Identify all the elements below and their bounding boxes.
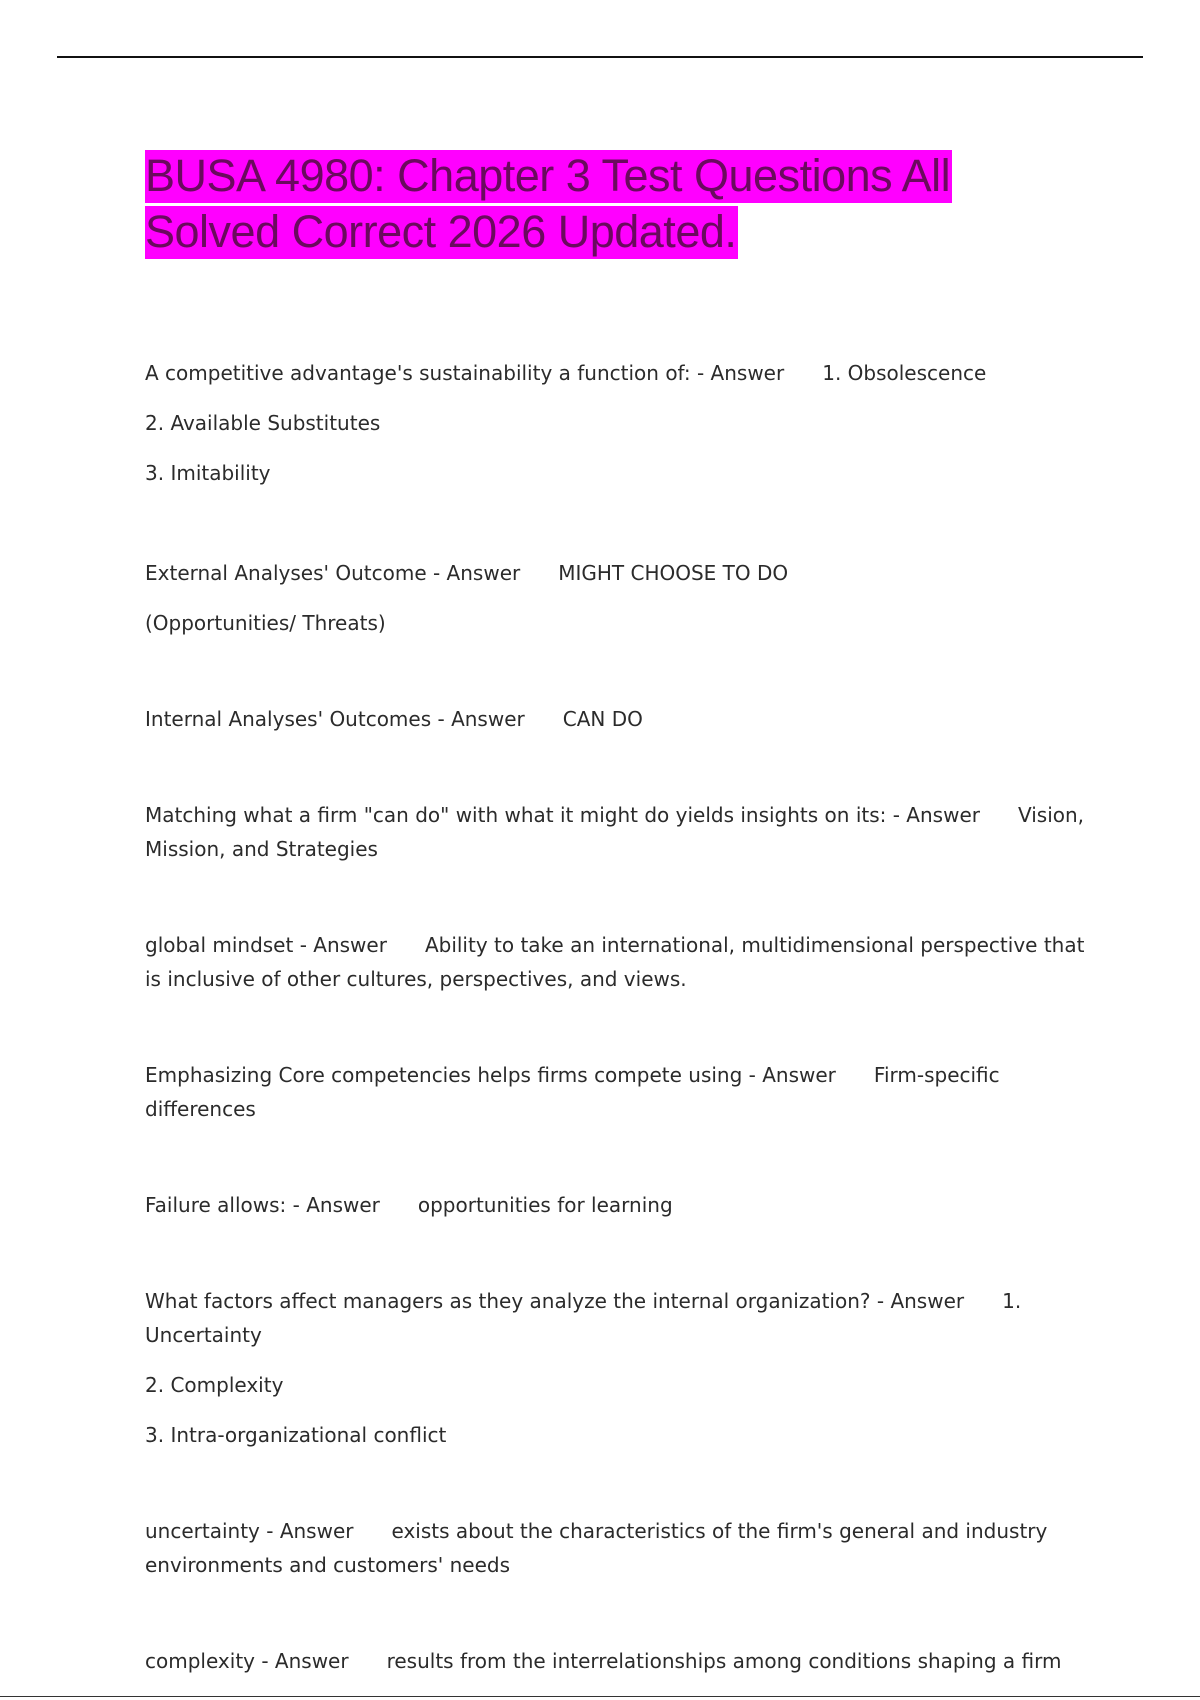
question-text: complexity - Answer	[145, 1649, 349, 1673]
answer-continuation: 3. Intra-organizational conflict	[145, 1423, 447, 1447]
qa-question-line	[145, 356, 1090, 390]
answer-continuation: 2. Available Substitutes	[145, 411, 381, 435]
qa-item	[145, 928, 1090, 996]
qa-question-line	[145, 1058, 1090, 1126]
answer-text: exists about the characteristics of the firm's general and industry environments and customers' needs	[145, 1519, 1048, 1577]
qa-item	[145, 356, 1090, 490]
question-text: global mindset - Answer	[145, 933, 387, 957]
answer-text: CAN DO	[562, 707, 643, 731]
title-line-2: Solved Correct 2026 Updated.	[145, 206, 737, 257]
answer-text: 1. Obsolescence	[822, 361, 987, 385]
qa-question-line	[145, 1188, 1090, 1222]
answer-text: 1. Uncertainty	[145, 1289, 1022, 1347]
qa-question-line	[145, 1284, 1090, 1352]
qa-question-line	[145, 1514, 1090, 1582]
qa-question-line	[145, 798, 1090, 866]
answer-text: Vision, Mission, and Strategies	[145, 803, 1085, 861]
qa-item	[145, 1644, 1090, 1678]
qa-item	[145, 1284, 1090, 1452]
qa-item	[145, 798, 1090, 866]
answer-text: Firm-specific differences	[145, 1063, 1000, 1121]
answer-continuation: (Opportunities/ Threats)	[145, 611, 386, 635]
answer-text: opportunities for learning	[417, 1193, 673, 1217]
qa-item	[145, 556, 1090, 640]
question-text: External Analyses' Outcome - Answer	[145, 561, 521, 585]
answer-text: MIGHT CHOOSE TO DO	[558, 561, 789, 585]
answer-continuation: 3. Imitability	[145, 461, 271, 485]
title-highlight	[145, 150, 952, 259]
question-text: Internal Analyses' Outcomes - Answer	[145, 707, 525, 731]
question-text: What factors affect managers as they analyze the internal organization? - Answer	[145, 1289, 965, 1313]
answer-continuation: 2. Complexity	[145, 1373, 284, 1397]
qa-question-line	[145, 1644, 1090, 1678]
question-text: uncertainty - Answer	[145, 1519, 354, 1543]
qa-item	[145, 1514, 1090, 1582]
question-text: Failure allows: - Answer	[145, 1193, 380, 1217]
document-title	[145, 148, 1105, 260]
qa-question-line	[145, 702, 1090, 736]
question-text: Emphasizing Core competencies helps firms compete using - Answer	[145, 1063, 836, 1087]
qa-item	[145, 702, 1090, 736]
footer-rule	[0, 1696, 1200, 1697]
question-text: Matching what a firm "can do" with what it might do yields insights on its: - Answer	[145, 803, 980, 827]
answer-text: results from the interrelationships among conditions shaping a firm	[386, 1649, 1062, 1673]
header-rule	[57, 56, 1143, 58]
qa-item	[145, 1058, 1090, 1126]
qa-item	[145, 1188, 1090, 1222]
qa-question-line	[145, 556, 1090, 590]
qa-question-line	[145, 928, 1090, 996]
answer-text: Ability to take an international, multidimensional perspective that is inclusive of other cultures, perspectives, and views.	[145, 933, 1085, 991]
title-line-1: BUSA 4980: Chapter 3 Test Questions All	[145, 150, 951, 201]
qa-list	[145, 356, 1090, 1694]
question-text: A competitive advantage's sustainability a function of: - Answer	[145, 361, 785, 385]
